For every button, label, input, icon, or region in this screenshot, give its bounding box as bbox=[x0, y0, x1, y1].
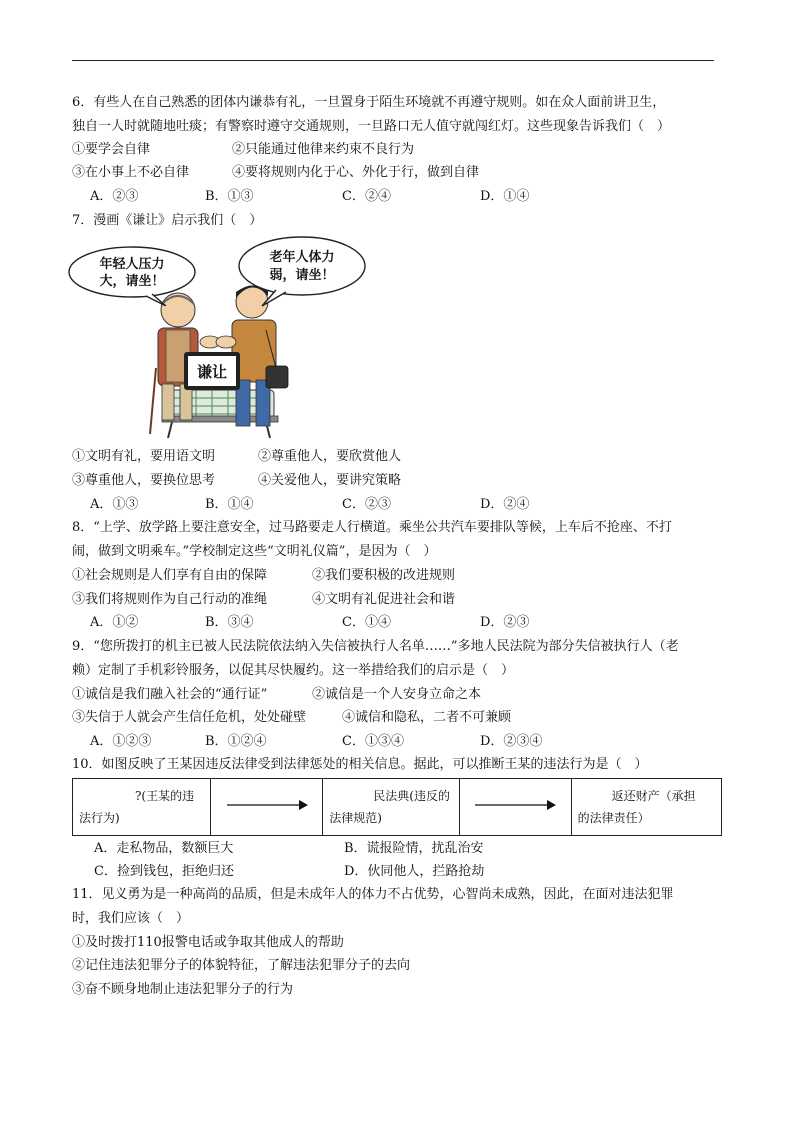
q7-option-d[interactable]: D．②④ bbox=[480, 497, 530, 512]
q9-options bbox=[90, 733, 690, 751]
q7-options bbox=[90, 496, 690, 514]
q10-option-b[interactable]: B．谎报险情，扰乱治安 bbox=[344, 841, 484, 856]
q7-option-a[interactable]: A．①③ bbox=[90, 497, 139, 512]
q10-cell-behavior bbox=[73, 779, 211, 836]
q8-statement-2: ②我们要积极的改进规则 bbox=[312, 568, 456, 583]
left-bubble-line-2: 大，请坐！ bbox=[99, 274, 165, 289]
q10-cell-liability bbox=[571, 779, 721, 836]
right-arrow-icon bbox=[225, 799, 309, 811]
q9-option-d[interactable]: D．②③④ bbox=[480, 734, 543, 749]
q10-stem: 10．如图反映了王某因违反法律受到法律惩处的相关信息。据此，可以推断王某的违法行为是（ ） bbox=[72, 757, 648, 772]
q9-statement-2: ②诚信是一个人安身立命之本 bbox=[312, 687, 482, 702]
q8-option-a[interactable]: A．①② bbox=[90, 615, 139, 630]
q10-arrow-2 bbox=[459, 779, 571, 836]
q9-stem-line-1: 9．“您所拨打的机主已被人民法院依法纳入失信被执行人名单……”多地人民法院为部分失信被执行人（老 bbox=[72, 639, 679, 654]
q6-option-a[interactable]: A．②③ bbox=[90, 189, 139, 204]
q6-option-b[interactable]: B．①③ bbox=[205, 189, 254, 204]
q8-option-c[interactable]: C．①④ bbox=[342, 615, 391, 630]
q7-statement-4: ④关爱他人，要讲究策略 bbox=[258, 473, 402, 488]
q8-stem-line-2: 闹，做到文明乘车。”学校制定这些“文明礼仪篇”，是因为（ ） bbox=[72, 544, 437, 559]
q6-statement-2: ②只能通过他律来约束不良行为 bbox=[232, 142, 415, 157]
left-bubble-line-1: 年轻人压力 bbox=[99, 257, 165, 272]
q8-statement-4: ④文明有礼促进社会和谐 bbox=[312, 592, 456, 607]
sign-text: 谦让 bbox=[196, 363, 228, 381]
q10-cell-liability-line-1: 返还财产（承担 bbox=[611, 789, 696, 803]
q7-option-c[interactable]: C．②③ bbox=[342, 497, 391, 512]
right-arrow-icon bbox=[473, 799, 557, 811]
q8-stem-line-1: 8．“上学、放学路上要注意安全，过马路要走人行横道。乘坐公共汽车要排队等候，上车后不抢座、不打 bbox=[72, 520, 672, 535]
q9-stem-line-2: 赖）定制了手机彩铃服务，以促其尽快履约。这一举措给我们的启示是（ ） bbox=[72, 663, 515, 678]
q10-cell-behavior-line-1: ?(王某的违 bbox=[135, 789, 195, 803]
q11-statement-1: ①及时拨打110报警电话或争取其他成人的帮助 bbox=[72, 935, 344, 950]
q9-statement-4: ④诚信和隐私，二者不可兼顾 bbox=[342, 710, 512, 725]
q9-option-c[interactable]: C．①③④ bbox=[342, 734, 404, 749]
q7-stem: 7．漫画《谦让》启示我们（ ） bbox=[72, 213, 263, 228]
q10-cell-behavior-line-2: 法行为) bbox=[79, 811, 120, 825]
q6-statement-1: ①要学会自律 bbox=[72, 142, 151, 157]
q7-statement-1: ①文明有礼，要用语文明 bbox=[72, 449, 216, 464]
q8-options bbox=[90, 614, 690, 632]
q6-options bbox=[90, 188, 690, 206]
q10-option-d[interactable]: D．伙同他人，拦路抢劫 bbox=[344, 864, 485, 879]
q10-option-a[interactable]: A．走私物品，数额巨大 bbox=[94, 841, 234, 856]
q6-option-c[interactable]: C．②④ bbox=[342, 189, 391, 204]
q11-statement-2: ②记住违法犯罪分子的体貌特征，了解违法犯罪分子的去向 bbox=[72, 958, 411, 973]
q10-cell-liability-line-2: 的法律责任） bbox=[577, 811, 650, 825]
q10-flow-table bbox=[72, 778, 722, 836]
q7-statement-3: ③尊重他人，要换位思考 bbox=[72, 473, 216, 488]
right-speech-bubble bbox=[236, 234, 370, 308]
q10-cell-law-line-1: 民法典(违反的 bbox=[373, 789, 450, 803]
q10-cell-law bbox=[323, 779, 459, 836]
q8-option-b[interactable]: B．③④ bbox=[205, 615, 254, 630]
q10-arrow-1 bbox=[211, 779, 323, 836]
q10-cell-law-line-2: 法律规范) bbox=[329, 811, 382, 825]
q9-option-b[interactable]: B．①②④ bbox=[205, 734, 267, 749]
q11-stem-line-2: 时，我们应该（ ） bbox=[72, 911, 190, 926]
q9-option-a[interactable]: A．①②③ bbox=[90, 734, 152, 749]
q8-statement-3: ③我们将规则作为自己行动的准绳 bbox=[72, 592, 268, 607]
q6-statement-4: ④要将规则内化于心、外化于行，做到自律 bbox=[232, 165, 480, 180]
q8-statement-1: ①社会规则是人们享有自由的保障 bbox=[72, 568, 268, 583]
q6-stem-line-1: 6．有些人在自己熟悉的团体内谦恭有礼，一旦置身于陌生环境就不再遵守规则。如在众人面前讲卫生， bbox=[72, 95, 666, 110]
header-rule bbox=[72, 60, 714, 61]
q9-statement-3: ③失信于人就会产生信任危机，处处碰壁 bbox=[72, 710, 307, 725]
q7-statement-2: ②尊重他人，要欣赏他人 bbox=[258, 449, 402, 464]
q6-stem-line-2: 独自一人时就随地吐痰；有警察时遵守交通规则，一旦路口无人值守就闯红灯。这些现象告诉我们（ ） bbox=[72, 119, 671, 134]
q7-option-b[interactable]: B．①④ bbox=[205, 497, 254, 512]
q6-statement-3: ③在小事上不必自律 bbox=[72, 165, 190, 180]
q11-statement-3: ③奋不顾身地制止违法犯罪分子的行为 bbox=[72, 982, 294, 997]
q11-stem-line-1: 11．见义勇为是一种高尚的品质，但是未成年人的体力不占优势，心智尚未成熟，因此，在面对违法犯罪 bbox=[72, 887, 674, 902]
q10-option-c[interactable]: C．捡到钱包，拒绝归还 bbox=[94, 864, 234, 879]
right-bubble-line-1: 老年人体力 bbox=[269, 250, 335, 265]
q8-option-d[interactable]: D．②③ bbox=[480, 615, 530, 630]
left-speech-bubble bbox=[66, 244, 200, 306]
q9-statement-1: ①诚信是我们融入社会的“通行证” bbox=[72, 687, 268, 702]
q6-option-d[interactable]: D．①④ bbox=[480, 189, 530, 204]
right-bubble-line-2: 弱，请坐！ bbox=[269, 268, 335, 283]
